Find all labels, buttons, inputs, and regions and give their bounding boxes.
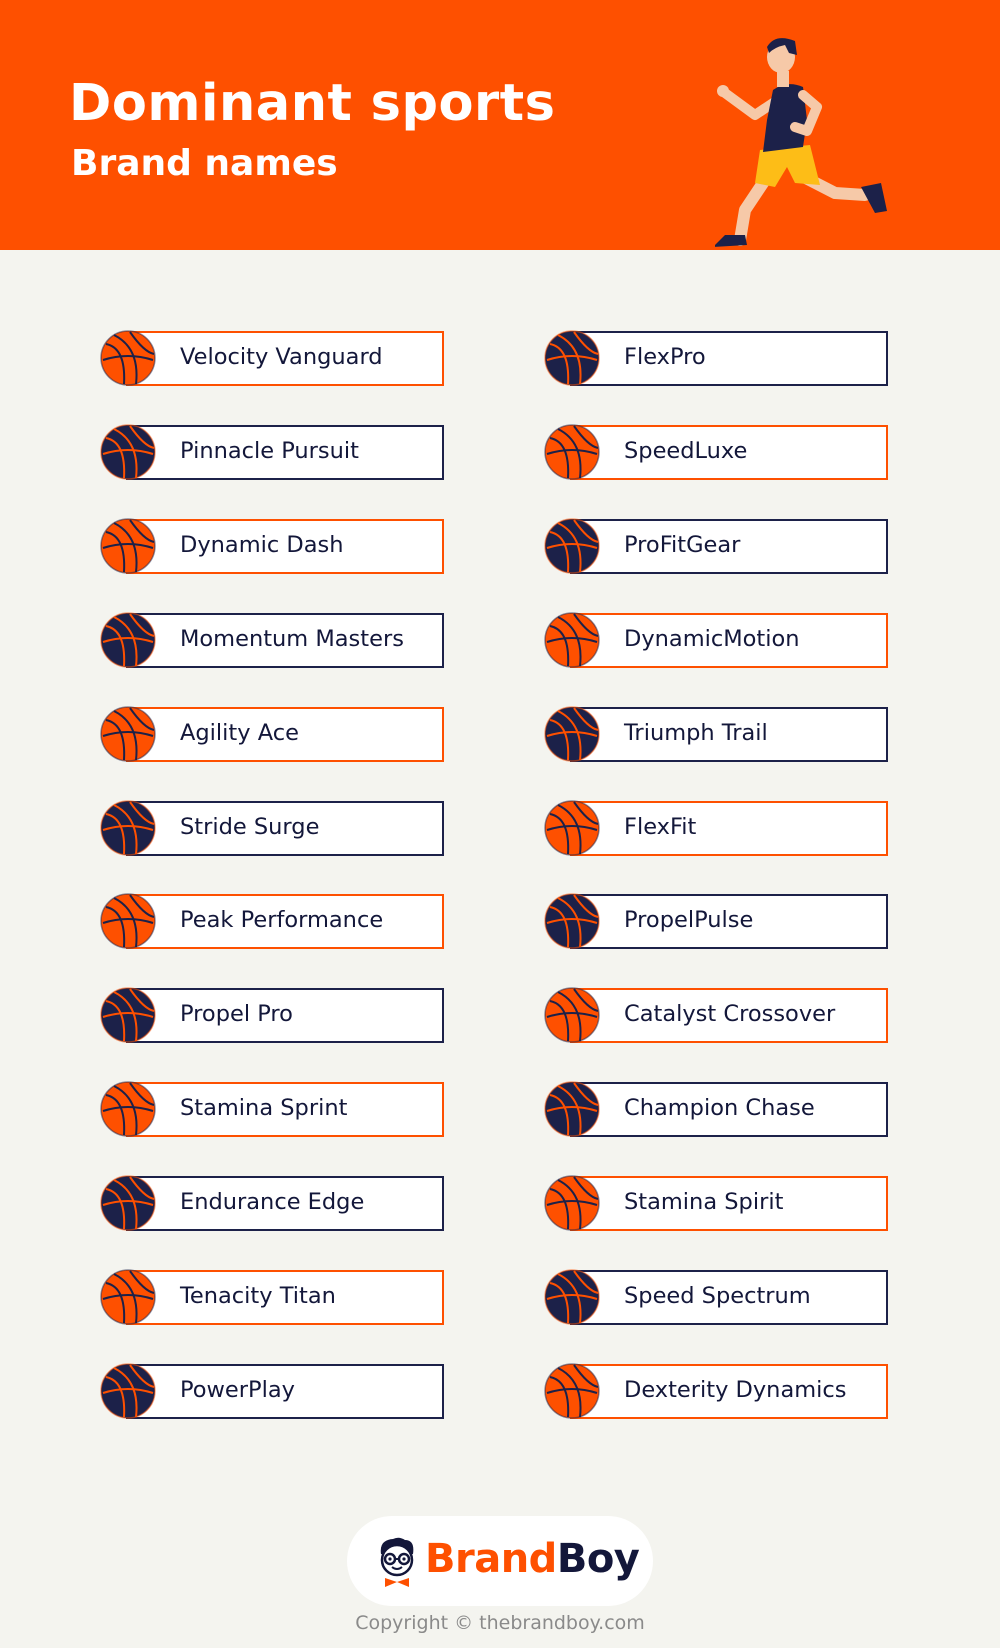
brand-item [100,800,460,856]
brand-item [544,424,904,480]
basketball-icon [544,1175,600,1231]
basketball-icon [544,1363,600,1419]
brand-name-label: Dynamic Dash [180,531,344,558]
basketball-icon [100,893,156,949]
basketball-icon [544,800,600,856]
brand-name-label: ProFitGear [624,531,741,558]
brand-name-label: Dexterity Dynamics [624,1376,847,1403]
brand-name-box [570,801,888,856]
page-subtitle: Brand names [71,143,338,184]
basketball-icon [100,1081,156,1137]
brand-name-label: Momentum Masters [180,625,404,652]
basketball-icon [544,987,600,1043]
runner-icon [715,35,905,250]
brand-item [100,518,460,574]
brand-item [100,612,460,668]
basketball-icon [544,706,600,762]
basketball-icon [544,1269,600,1325]
brand-name-label: Agility Ace [180,719,299,746]
brand-name-label: PropelPulse [624,907,754,934]
basketball-icon [544,1081,600,1137]
brand-name-label: FlexFit [624,813,697,840]
basketball-icon [100,518,156,574]
brand-name-label: Stamina Sprint [180,1095,348,1122]
basketball-icon [100,987,156,1043]
brand-item [100,893,460,949]
brand-item [544,612,904,668]
brand-name-label: Pinnacle Pursuit [180,437,359,464]
brand-item [544,1175,904,1231]
copyright-text: Copyright © thebrandboy.com [355,1612,645,1634]
basketball-icon [100,1175,156,1231]
brand-name-label: Triumph Trail [624,719,768,746]
brandboy-logo [347,1516,653,1606]
basketball-icon [544,330,600,386]
page-title: Dominant sports [69,74,556,133]
basketball-icon [100,424,156,480]
brand-name-label: FlexPro [624,344,706,370]
brand-item [544,800,904,856]
brand-name-label: Stamina Spirit [624,1189,784,1216]
brand-item [100,330,460,386]
basketball-icon [544,424,600,480]
basketball-icon [544,893,600,949]
brand-item [100,1081,460,1137]
brand-item [544,1081,904,1137]
brand-name-label: Stride Surge [180,813,320,840]
brand-item [544,1363,904,1419]
logo-text-brand: Brand [425,1536,557,1582]
brand-name-label: Speed Spectrum [624,1283,811,1309]
brand-name-label: Tenacity Titan [180,1283,336,1309]
brand-name-label: Velocity Vanguard [180,344,383,370]
brand-item [544,706,904,762]
brand-item [100,1269,460,1325]
brand-name-label: Endurance Edge [180,1189,365,1216]
brand-name-label: Champion Chase [624,1095,815,1122]
basketball-icon [100,612,156,668]
brand-item [100,987,460,1043]
basketball-icon [100,1269,156,1325]
basketball-icon [544,518,600,574]
basketball-icon [100,330,156,386]
brand-name-label: DynamicMotion [624,625,800,652]
basketball-icon [100,1363,156,1419]
header-banner [0,0,1000,250]
brand-name-box [570,331,888,386]
brand-item [100,1175,460,1231]
brand-name-label: Peak Performance [180,907,384,934]
basketball-icon [100,800,156,856]
brand-item [544,987,904,1043]
brand-item [544,518,904,574]
basketball-icon [544,612,600,668]
brand-item [100,706,460,762]
brand-item [544,1269,904,1325]
brand-name-label: PowerPlay [180,1376,295,1403]
basketball-icon [100,706,156,762]
brand-item [100,424,460,480]
mascot-icon [375,1536,419,1588]
logo-text-boy: Boy [556,1536,640,1582]
brand-item [100,1363,460,1419]
brand-name-label: Propel Pro [180,1001,293,1028]
brand-item [544,893,904,949]
brand-name-label: Catalyst Crossover [624,1001,836,1028]
brand-item [544,330,904,386]
brand-name-label: SpeedLuxe [624,437,748,464]
